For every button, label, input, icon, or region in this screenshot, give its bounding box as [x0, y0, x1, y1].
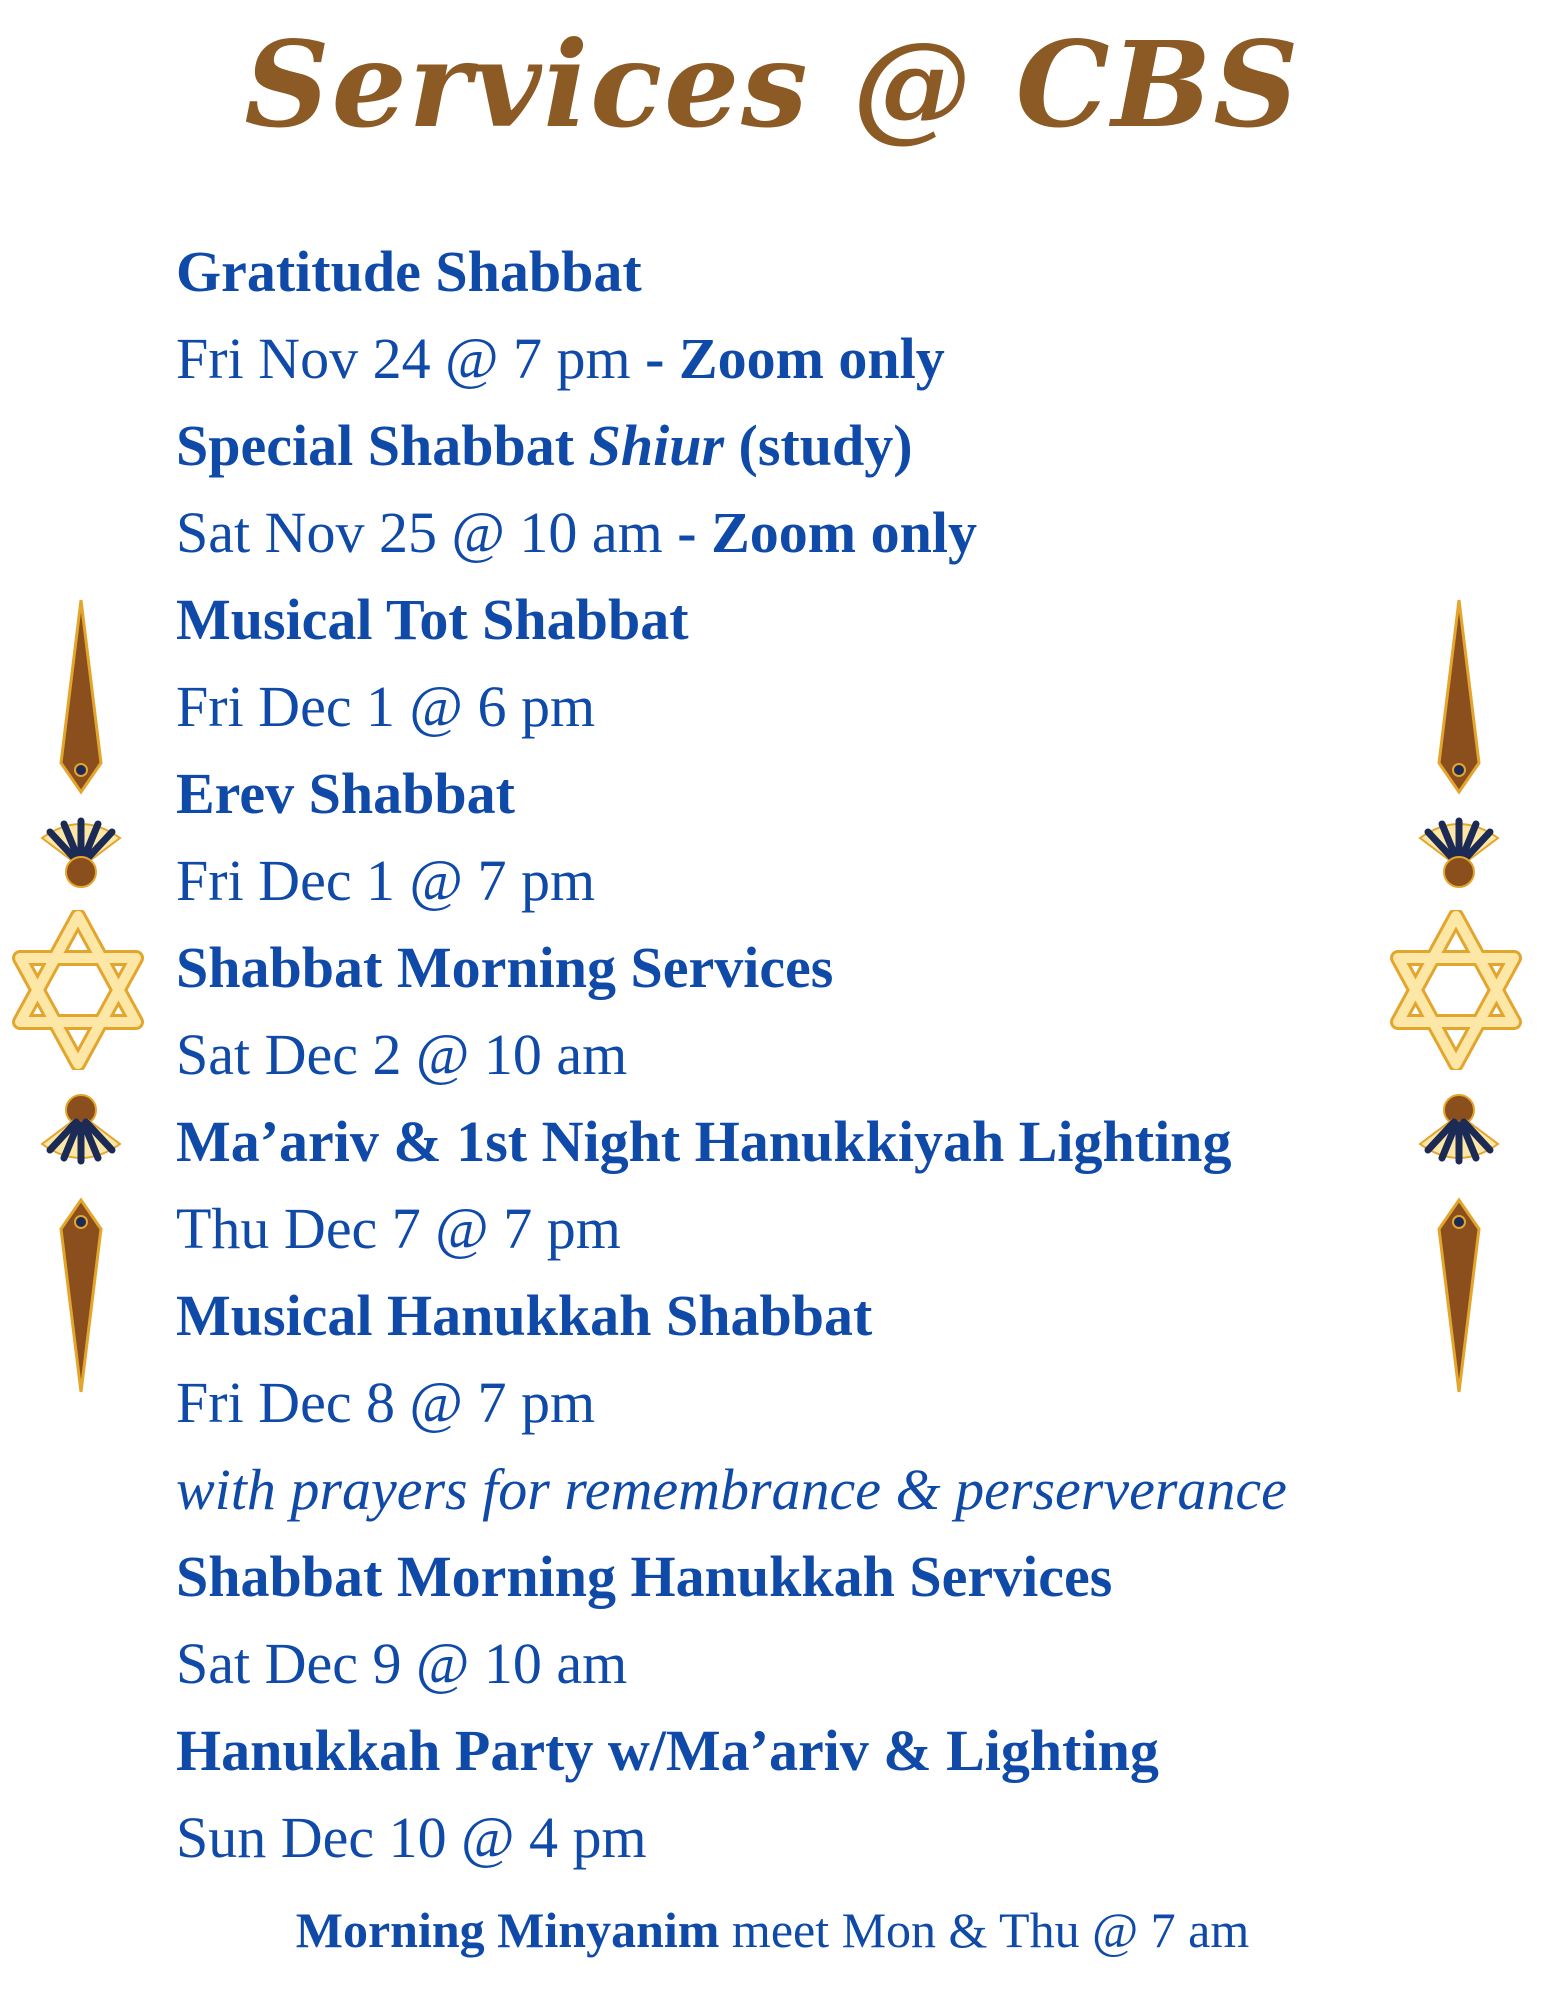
event-list — [176, 228, 1506, 1881]
event-name: Hanukkah Party w/Ma’ariv & Lighting — [176, 1718, 1159, 1783]
event-name: Musical Tot Shabbat — [176, 587, 689, 652]
event-date: Fri Dec 8 @ 7 pm — [176, 1370, 596, 1435]
star-of-david-icon — [12, 910, 144, 1070]
spike-up-icon — [1434, 1196, 1484, 1394]
event-name: Shabbat Morning Services — [176, 935, 834, 1000]
event-date: Fri Nov 24 @ 7 pm - Zoom only — [176, 326, 945, 391]
event-date: Thu Dec 7 @ 7 pm — [176, 1196, 621, 1261]
event-name: Musical Hanukkah Shabbat — [176, 1283, 873, 1348]
event-date: Sat Nov 25 @ 10 am - Zoom only — [176, 500, 977, 565]
event-name: Erev Shabbat — [176, 761, 515, 826]
event-date: Fri Dec 1 @ 7 pm — [176, 848, 596, 913]
event-name: Shabbat Morning Hanukkah Services — [176, 1544, 1113, 1609]
event-name: Special Shabbat Shiur (study) — [176, 413, 913, 478]
event-date: Sun Dec 10 @ 4 pm — [176, 1805, 647, 1870]
event-name: Gratitude Shabbat — [176, 239, 642, 304]
spike-down-icon — [56, 598, 106, 796]
page-title: Services @ CBS — [244, 15, 1301, 154]
footer-note: Morning Minyanim meet Mon & Thu @ 7 am — [295, 1902, 1250, 1958]
event-date: Sat Dec 2 @ 10 am — [176, 1022, 628, 1087]
fan-icon — [36, 1092, 126, 1166]
event-date: Fri Dec 1 @ 6 pm — [176, 674, 596, 739]
spike-down-icon — [1434, 598, 1484, 796]
fan-icon — [1414, 816, 1504, 890]
event-note: - Zoom only — [662, 500, 977, 565]
fan-icon — [1414, 1092, 1504, 1166]
event-date: Sat Dec 9 @ 10 am — [176, 1631, 628, 1696]
event-subnote: with prayers for remembrance & perserverance — [176, 1457, 1287, 1522]
event-note: - Zoom only — [630, 326, 945, 391]
fan-icon — [36, 816, 126, 890]
spike-up-icon — [56, 1196, 106, 1394]
event-name: Ma’ariv & 1st Night Hanukkiyah Lighting — [176, 1109, 1232, 1174]
star-of-david-icon — [1390, 910, 1522, 1070]
